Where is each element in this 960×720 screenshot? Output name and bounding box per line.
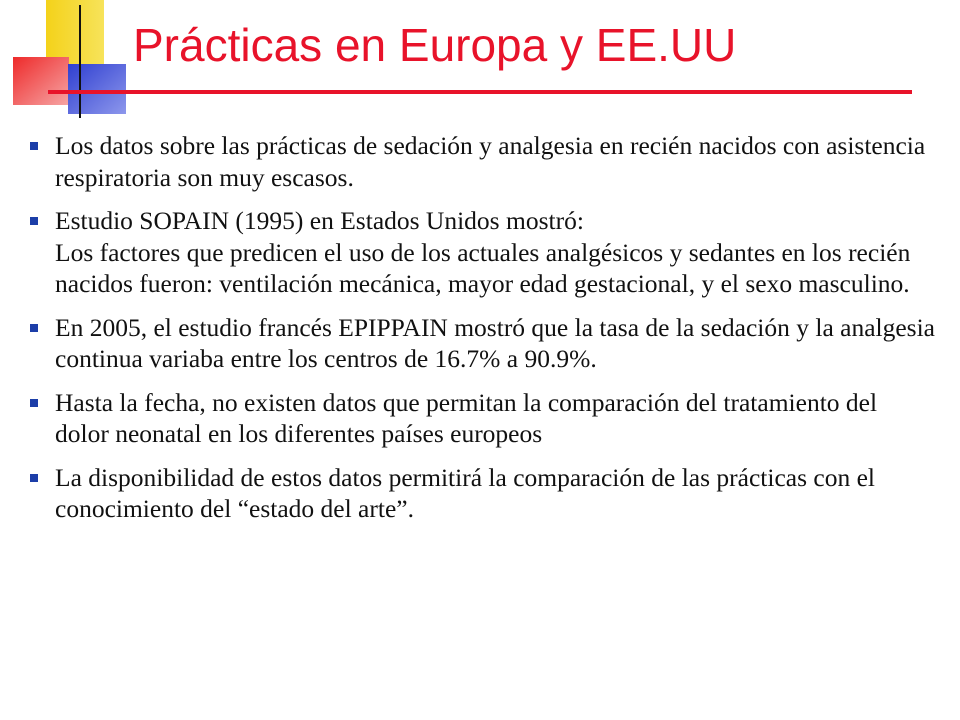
logo-red-square [13,57,69,105]
logo-blue-square [68,64,126,114]
square-bullet-icon [30,474,38,482]
logo-yellow-square [46,0,104,64]
bullet-list [30,130,935,537]
square-bullet-icon [30,399,38,407]
title-underline [48,90,912,94]
bullet-text: En 2005, el estudio francés EPIPPAIN mostró que la tasa de la sedación y la analgesia continua variaba entre los centros de 16.7% a 90.9%. [55,312,935,373]
bullet-text: Los datos sobre las prácticas de sedación y analgesia en recién nacidos con asistencia respiratoria son muy escasos. [55,131,926,192]
bullet-text: La disponibilidad de estos datos permitirá la comparación de las prácticas con el conocimiento del “estado del arte”. [55,462,875,523]
bullet-item [30,312,935,375]
square-bullet-icon [30,324,38,332]
bullet-item [30,205,935,300]
slide-logo-graphic [0,0,140,120]
slide-title: Prácticas en Europa y EE.UU [133,19,737,71]
square-bullet-icon [30,217,38,225]
bullet-item [30,130,935,193]
bullet-text: Estudio SOPAIN (1995) en Estados Unidos mostró: Los factores que predicen el uso de los actuales analgésicos y sedantes en los recién nacidos fueron: ventilación mecánica, mayor edad gestacional, y el sexo masculino. [55,206,911,298]
bullet-item [30,462,935,525]
bullet-item [30,387,935,450]
square-bullet-icon [30,142,38,150]
bullet-text: Hasta la fecha, no existen datos que permitan la comparación del tratamiento del dolor neonatal en los diferentes países europeos [55,387,878,448]
